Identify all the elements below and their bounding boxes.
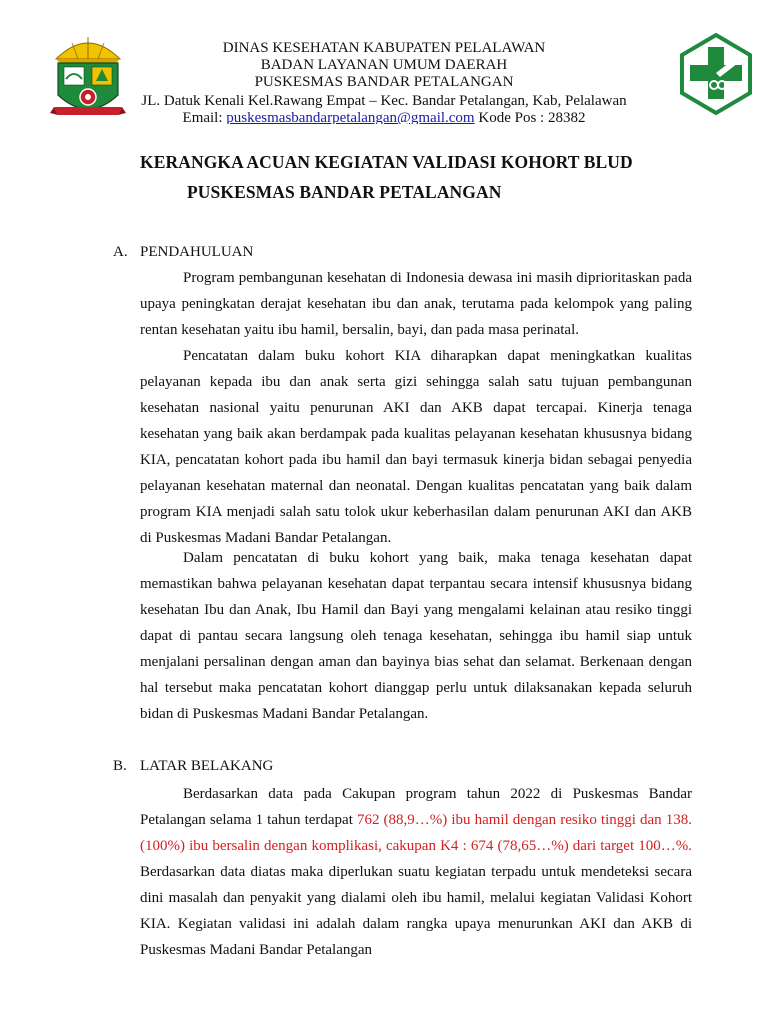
paragraph-line: rentan kesehatan yaitu ibu hamil, bersalin, bayi, dan pada masa perinatal. [140,322,580,338]
paragraph-line: memastikan bahwa pelayanan kesehatan dapat terpantau secara intensif khususnya bidang [140,576,692,592]
paragraph-line: kesehatan yang baik akan berdampak pada kualitas pelayanan kesehatan khususnya bidang [140,426,692,442]
paragraph-line: KIA, pencatatan kohort pada ibu hamil dan bayi termasuk kinerja bidan sebagai penyedia [140,452,692,468]
header-agency: DINAS KESEHATAN KABUPATEN PELALAWAN [222,40,546,56]
paragraph-line: Berdasarkan data pada Cakupan program tahun 2022 di Puskesmas Bandar [183,786,692,802]
header-unit: BADAN LAYANAN UMUM DAERAH [260,57,508,73]
section-b-title: LATAR BELAKANG [140,758,274,774]
highlighted-statistic: (100%) ibu bersalin dengan komplikasi, cakupan K4 : 674 (78,65…%) dari target 100…%. [140,838,692,854]
document-title-line2: PUSKESMAS BANDAR PETALANGAN [187,182,502,202]
paragraph-line: menjalani persalinan dengan aman dan bayinya bias sehat dan selamat. Berkenaan dengan [140,654,692,670]
section-a-title: PENDAHULUAN [140,244,254,260]
section-a-paragraph-3 [140,545,692,727]
paragraph-line: kesehatan nasional yaitu penurunan AKI dan AKB dapat tercapai. Kinerja tenaga [140,400,692,416]
header-puskesmas: PUSKESMAS BANDAR PETALANGAN [254,74,514,90]
paragraph-line: Dalam pencatatan di buku kohort yang baik, maka tenaga kesehatan dapat [183,550,692,566]
paragraph-text: Petalangan selama 1 tahun terdapat [140,812,357,828]
paragraph-line: di Puskesmas Madani Bandar Petalangan. [140,530,392,546]
paragraph-line: pelayanan kepada ibu dan anak serta gizi sehingga salah satu tujuan pembangunan [140,374,692,390]
paragraph-line: dapat di pantau secara langsung oleh tenaga kesehatan, sehingga ibu hamil siap untuk [140,628,692,644]
header-contact [0,110,768,124]
email-label: Email: [182,110,227,124]
section-a-number: A. [113,244,128,260]
paragraph-line: upaya peningkatan derajat kesehatan ibu dan anak, terutama pada kelompok yang paling [140,296,692,312]
paragraph-line: bidan di Puskesmas Madani Bandar Petalangan. [140,706,429,722]
section-b-number: B. [113,758,127,774]
section-a-paragraph-1 [140,265,692,343]
paragraph-line [140,807,692,833]
paragraph-line: dini masalah dan penyakit yang dialami oleh ibu hamil, melalui kegiatan Validasi Kohort [140,890,692,906]
paragraph-line: Berdasarkan data diatas maka diperlukan suatu kegiatan terpadu untuk mendeteksi secara [140,864,692,880]
paragraph-line: KIA. Kegiatan validasi ini adalah dalam rangka upaya menurunkan AKI dan AKB di [140,916,692,932]
paragraph-line: Program pembangunan kesehatan di Indonesia dewasa ini masih diprioritaskan pada [183,270,692,286]
paragraph-line: pelayanan kesehatan maternal dan neonatal. Dengan kualitas pencatatan yang baik dalam [140,478,692,494]
section-a-heading [113,244,253,261]
paragraph-line: Puskesmas Madani Bandar Petalangan [140,942,373,958]
section-a-paragraph-2 [140,343,692,551]
section-b-heading [113,758,273,775]
section-b-paragraph [140,781,692,963]
postcode: Kode Pos : 28382 [474,110,586,124]
paragraph-line: kesehatan Ibu dan Anak, Ibu Hamil dan Bayi yang mengalami kelainan atau resiko tinggi [140,602,692,618]
document-title-line1: KERANGKA ACUAN KEGIATAN VALIDASI KOHORT BLUD [140,152,633,172]
paragraph-line: hal tersebut maka pencatatan kohort dianggap perlu untuk dilaksanakan kepada seluruh [140,680,692,696]
highlighted-statistic: 762 (88,9…%) ibu hamil dengan resiko tinggi dan 138. [356,812,692,828]
paragraph-line: program KIA menjadi salah satu tolok ukur keberhasilan dalam penurunan AKI dan AKB [140,504,692,520]
paragraph-line: Pencatatan dalam buku kohort KIA diharapkan dapat meningkatkan kualitas [183,348,692,364]
header-address: JL. Datuk Kenali Kel.Rawang Empat – Kec. Bandar Petalangan, Kab, Pelalawan [141,93,627,109]
email-link[interactable]: puskesmasbandarpetalangan@gmail.com [226,110,475,124]
